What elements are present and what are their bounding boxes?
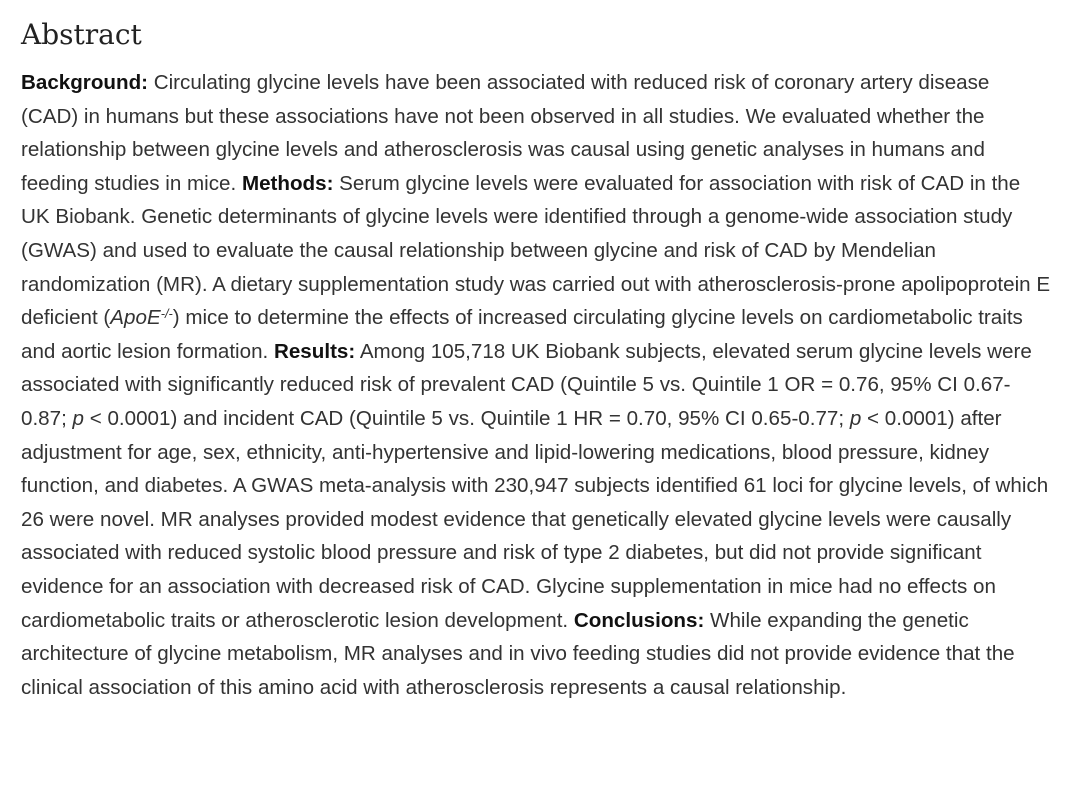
abstract-body: [21, 66, 1051, 704]
methods-label: Methods:: [241, 171, 334, 195]
abstract-section: [21, 14, 1051, 704]
results-label: Results:: [273, 339, 356, 363]
abstract-heading: Abstract: [21, 18, 142, 51]
results-text-part3: < 0.0001) after adjustment for age, sex, ethnicity, anti-hypertensive and lipid-lowering medications, blood pressure, kidney function, and diabetes. A GWAS meta-analysis with 230,947 subjects identified 61 loci for glycine levels, of which 26 were novel. MR analyses provided modest evidence that genetically elevated glycine levels were causally associated with reduced systolic blood pressure and risk of type 2 diabetes, but did not provide significant evidence for an association with decreased risk of CAD. Glycine supplementation in mice had no effects on cardiometabolic traits or atherosclerotic lesion development.: [21, 406, 1049, 632]
gene-superscript: -/-: [160, 306, 173, 322]
results-text-part2: < 0.0001) and incident CAD (Quintile 5 vs. Quintile 1 HR = 0.70, 95% CI 0.65-0.77;: [84, 406, 850, 430]
methods-text-after-gene: ) mice to determine the effects of increased circulating glycine levels on cardiometabolic traits and aortic lesion formation.: [21, 306, 1023, 363]
gene-symbol-text: ApoE: [110, 306, 161, 330]
p-value-symbol-2: p: [849, 406, 862, 430]
background-label: Background:: [21, 71, 149, 94]
results-text-part1: Among 105,718 UK Biobank subjects, elevated serum glycine levels were associated with significantly reduced risk of prevalent CAD (Quintile 5 vs. Quintile 1 OR = 0.76, 95% CI 0.67-0.87;: [21, 339, 1032, 430]
conclusions-text: While expanding the genetic architecture of glycine metabolism, MR analyses and in vivo feeding studies did not provide evidence that the clinical association of this amino acid with atherosclerosis represents a causal relationship.: [21, 608, 1015, 699]
conclusions-label: Conclusions:: [573, 608, 705, 632]
methods-text-before-gene: Serum glycine levels were evaluated for association with risk of CAD in the UK Biobank. Genetic determinants of glycine levels were identified through a genome-wide association study (GWAS) and used to evaluate the causal relationship between glycine and risk of CAD by Mendelian randomization (MR). A dietary supplementation study was carried out with atherosclerosis-prone apolipoprotein E deficient (: [21, 171, 1051, 330]
p-value-symbol-1: p: [72, 406, 84, 430]
background-text: Circulating glycine levels have been associated with reduced risk of coronary artery disease (CAD) in humans but these associations have not been observed in all studies. We evaluated whether the relationship between glycine levels and atherosclerosis was causal using genetic analyses in humans and feeding studies in mice.: [21, 71, 990, 195]
gene-symbol: [110, 306, 172, 329]
